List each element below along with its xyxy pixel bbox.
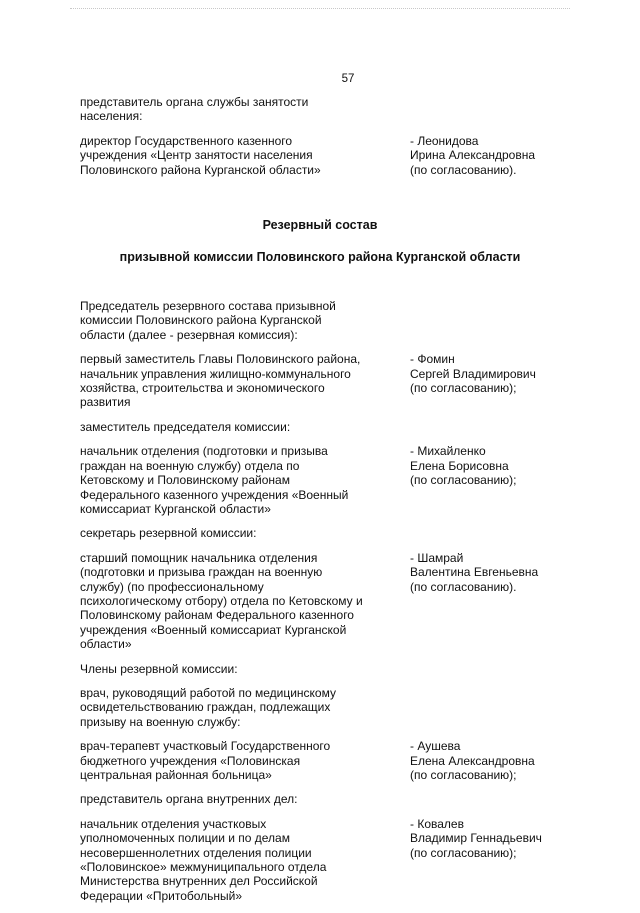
member-position: первый заместитель Главы Половинского района, начальник управления жилищно-коммунального хозяйства, строительства и экономического развития: [80, 352, 361, 410]
member-position: директор Государственного казенного учреждения «Центр занятости населения Половинского района Курганской области»: [80, 133, 321, 177]
page-number: 57: [341, 73, 355, 85]
member-position: врач-терапевт участковый Государственного бюджетного учреждения «Половинская центральная районная больница»: [80, 739, 331, 782]
member-name: - Михайленко Елена Борисовна (по согласованию);: [410, 444, 517, 488]
member-row-deputy: [80, 444, 560, 516]
member-row-doctor: [80, 739, 560, 782]
member-row-secretary: [80, 551, 560, 652]
chair-label: Председатель резервного состава призывной комиссии Половинского района Курганской области (далее - резервная комиссия):: [80, 299, 336, 342]
member-position: начальник отделения участковых уполномоченных полиции и по делам несовершеннолетних отделения полиции «Половинское» межмуниципального отдела Министерства внутренних дел Российской Федерации «Притобольный»: [80, 816, 327, 903]
section-heading: [80, 201, 560, 281]
member-row-employment: [80, 134, 560, 177]
member-name: - Леонидова Ирина Александровна (по согласованию).: [410, 133, 536, 177]
member-name: - Шамрай Валентина Евгеньевна (по согласованию).: [410, 550, 539, 594]
member-name: - Аушева Елена Александровна (по согласованию);: [410, 739, 535, 782]
member-position: старший помощник начальника отделения (подготовки и призыва граждан на военную службу) (по профессиональному психологическому отбору) отдела по Кетовскому и Половинскому районам Федерального казенного учреждения «Военный комиссариат Курганской области»: [80, 550, 363, 652]
secretary-label: секретарь резервной комиссии:: [80, 526, 257, 541]
scan-artifact-line: [70, 8, 570, 11]
member-row-chair: [80, 352, 560, 410]
section-heading-line2: призывной комиссии Половинского района Курганской области: [119, 250, 521, 265]
document-content: [80, 95, 560, 913]
member-name: - Ковалев Владимир Геннадьевич (по согласованию);: [410, 816, 542, 860]
section-heading-line1: Резервный состав: [262, 218, 378, 233]
member-row-police: [80, 817, 560, 903]
member-name: - Фомин Сергей Владимирович (по согласованию);: [410, 352, 536, 396]
doctor-label: врач, руководящий работой по медицинскому освидетельствованию граждан, подлежащих призыву на военную службу:: [80, 685, 336, 729]
employment-service-label: представитель органа службы занятости населения:: [80, 95, 309, 124]
deputy-label: заместитель председателя комиссии:: [80, 419, 291, 434]
member-position: начальник отделения (подготовки и призыва граждан на военную службу) отдела по Кетовскому и Половинскому районам Федерального казенного учреждения «Военный комиссариат Курганской области»: [80, 444, 349, 516]
police-label: представитель органа внутренних дел:: [80, 792, 298, 807]
members-label: Члены резервной комиссии:: [80, 661, 238, 676]
